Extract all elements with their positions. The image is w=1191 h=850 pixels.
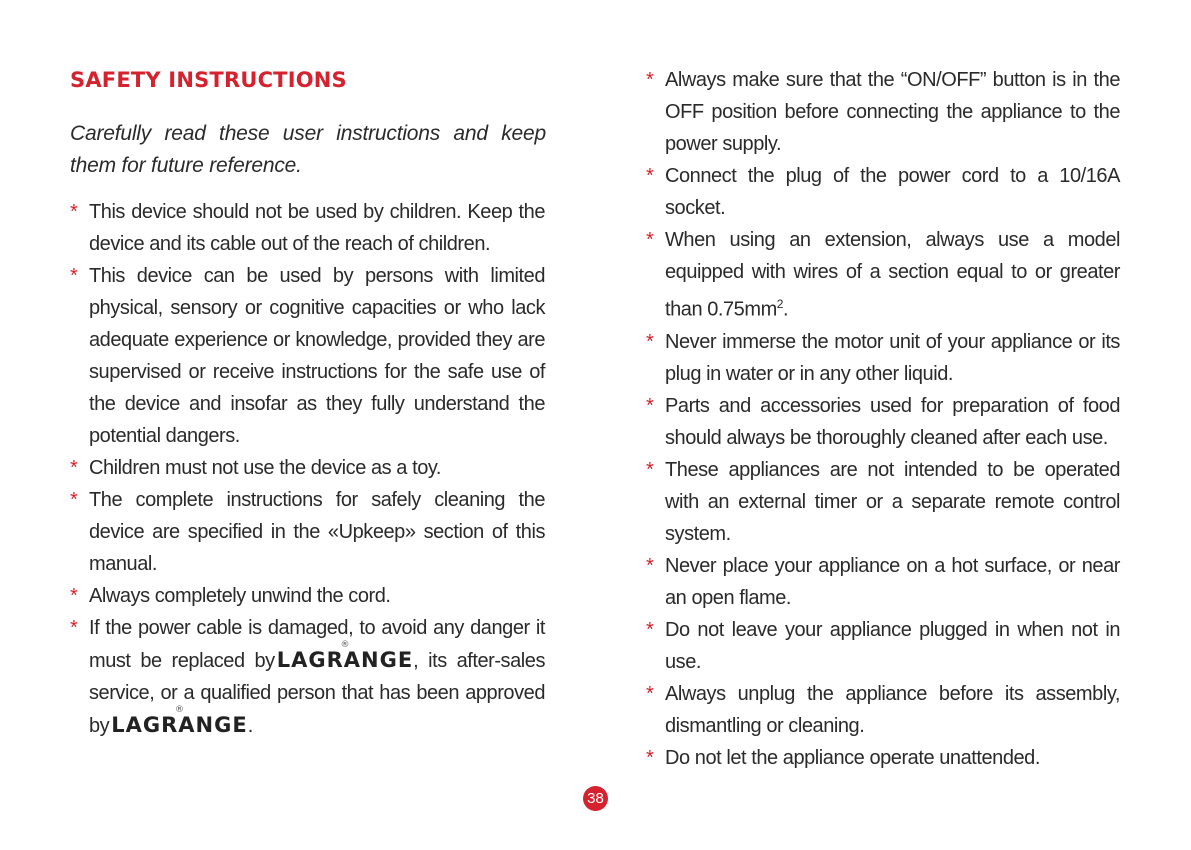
asterisk-icon: * — [70, 457, 78, 479]
asterisk-icon: * — [646, 618, 654, 641]
list-item: * Always make sure that the “ON/OFF” button is in the OFF position before connecting the appliance to the power supply. — [646, 64, 1120, 160]
registered-mark: ® — [174, 705, 184, 715]
asterisk-icon: * — [646, 458, 654, 481]
list-item: * Do not leave your appliance plugged in when not in use. — [646, 614, 1120, 678]
registered-mark: ® — [340, 640, 350, 650]
list-item: * Always completely unwind the cord. — [70, 580, 545, 612]
list-item: * Never place your appliance on a hot surface, or near an open flame. — [646, 550, 1120, 614]
brand-logo: LAGRANGE ® — [111, 709, 247, 741]
list-item: * Always unplug the appliance before its assembly, dismantling or cleaning. — [646, 678, 1120, 742]
asterisk-icon: * — [646, 682, 654, 705]
list-item: * Never immerse the motor unit of your appliance or its plug in water or in any other liquid. — [646, 326, 1120, 390]
asterisk-icon: * — [646, 746, 654, 769]
list-item-extension: * When using an extension, always use a model equipped with wires of a section equal to or greater than $0.75mm^2$. — [646, 224, 1120, 326]
asterisk-icon: * — [646, 554, 654, 577]
page-number-badge: 38 — [583, 786, 608, 811]
asterisk-icon: * — [70, 201, 78, 223]
intro-text: Carefully read these user instructions and keep them for future reference. — [70, 122, 546, 177]
list-item: * Connect the plug of the power cord to a 10/16A socket. — [646, 160, 1120, 224]
list-item: * Children must not use the device as a toy. — [70, 452, 545, 484]
left-safety-list — [70, 196, 545, 742]
asterisk-icon: * — [646, 69, 654, 91]
list-item: * The complete instructions for safely cleaning the device are specified in the «Upkeep» section of this manual. — [70, 484, 545, 580]
asterisk-icon: * — [70, 265, 78, 287]
section-title: SAFETY INSTRUCTIONS — [70, 68, 347, 92]
list-item: * Do not let the appliance operate unattended. — [646, 742, 1120, 774]
list-item: * Parts and accessories used for preparation of food should always be thoroughly cleaned after each use. — [646, 390, 1120, 454]
asterisk-icon: * — [646, 165, 654, 187]
right-safety-list — [646, 64, 1120, 774]
asterisk-icon: * — [70, 617, 78, 639]
list-item: * These appliances are not intended to be operated with an external timer or a separate remote control system. — [646, 454, 1120, 550]
asterisk-icon: * — [70, 585, 78, 607]
brand-logo: LAGRANGE ® — [277, 644, 413, 676]
list-item-cable: * If the power cable is damaged, to avoid any danger it must be replaced byLAGRANGE ® , its after-sales service, or a qualified person that has been approved byLAGRANGE ® . — [70, 612, 545, 742]
list-item: * This device should not be used by children. Keep the device and its cable out of the reach of children. — [70, 196, 545, 260]
list-item: * This device can be used by persons with limited physical, sensory or cognitive capacities or who lack adequate experience or knowledge, provided they are supervised or receive instructions for the safe use of the device and insofar as they fully understand the potential dangers. — [70, 260, 545, 452]
asterisk-icon: * — [646, 394, 654, 417]
asterisk-icon: * — [70, 489, 78, 511]
asterisk-icon: * — [646, 229, 654, 251]
asterisk-icon: * — [646, 330, 654, 353]
